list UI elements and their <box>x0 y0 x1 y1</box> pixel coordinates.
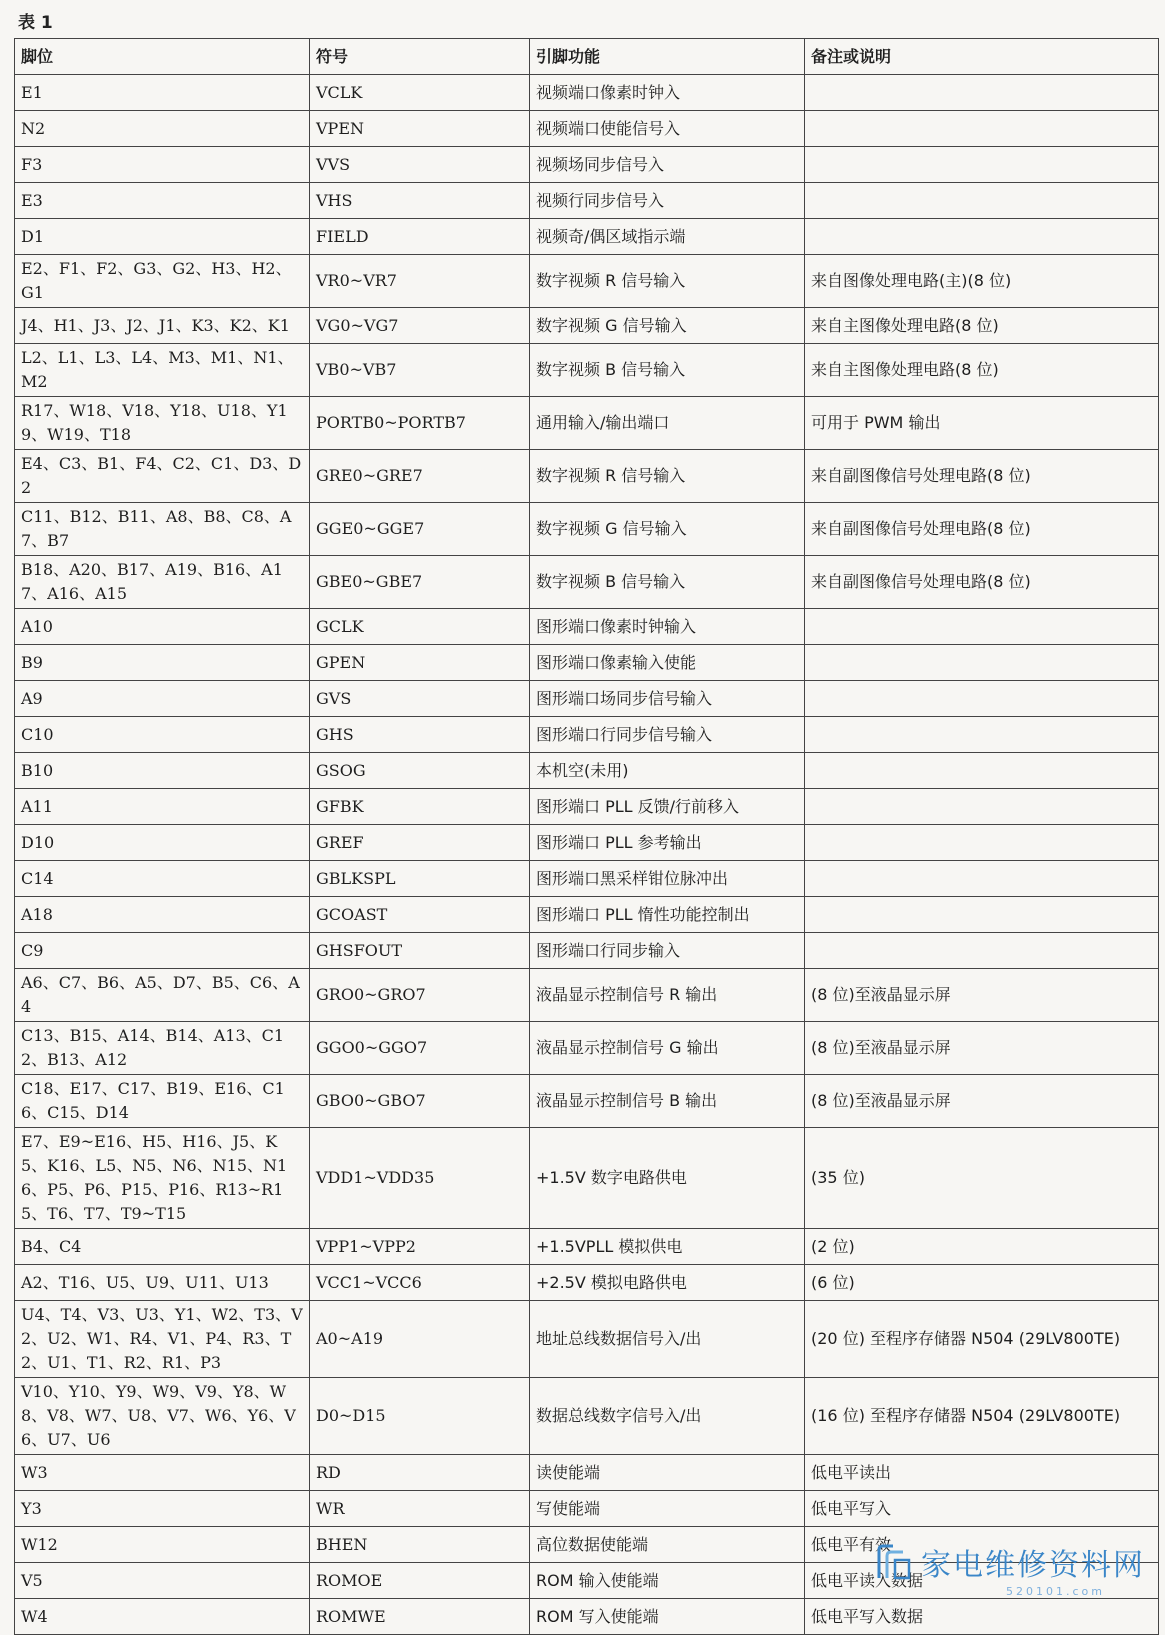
cell-note: (8 位)至液晶显示屏 <box>805 1022 1159 1075</box>
cell-symbol: VCLK <box>310 75 530 111</box>
cell-pin: R17、W18、V18、Y18、U18、Y19、W19、T18 <box>15 397 310 450</box>
table-body <box>15 75 1159 1635</box>
table-row <box>15 789 1159 825</box>
cell-note: 低电平有效 <box>805 1527 1159 1563</box>
cell-symbol: VHS <box>310 183 530 219</box>
cell-note <box>805 681 1159 717</box>
cell-note: (35 位) <box>805 1128 1159 1229</box>
cell-function: 数字视频 B 信号输入 <box>530 344 805 397</box>
cell-function: 数字视频 G 信号输入 <box>530 308 805 344</box>
table-row <box>15 183 1159 219</box>
cell-note: 来自副图像信号处理电路(8 位) <box>805 503 1159 556</box>
table-row <box>15 1022 1159 1075</box>
cell-symbol: GPEN <box>310 645 530 681</box>
cell-symbol: D0~D15 <box>310 1378 530 1455</box>
cell-pin: C14 <box>15 861 310 897</box>
cell-function: 写使能端 <box>530 1491 805 1527</box>
cell-note: 可用于 PWM 输出 <box>805 397 1159 450</box>
cell-note <box>805 933 1159 969</box>
cell-pin: V10、Y10、Y9、W9、V9、Y8、W8、V8、W7、U8、V7、W6、Y6、V6、U7、U6 <box>15 1378 310 1455</box>
cell-symbol: GHSFOUT <box>310 933 530 969</box>
logo-url: 520101.com <box>1006 1585 1105 1598</box>
cell-symbol: GRO0~GRO7 <box>310 969 530 1022</box>
cell-symbol: VVS <box>310 147 530 183</box>
cell-pin: C11、B12、B11、A8、B8、C8、A7、B7 <box>15 503 310 556</box>
table-row <box>15 1075 1159 1128</box>
table-row <box>15 1455 1159 1491</box>
cell-symbol: GSOG <box>310 753 530 789</box>
cell-function: 图形端口 PLL 惰性功能控制出 <box>530 897 805 933</box>
cell-function: 读使能端 <box>530 1455 805 1491</box>
cell-pin: B9 <box>15 645 310 681</box>
cell-pin: A6、C7、B6、A5、D7、B5、C6、A4 <box>15 969 310 1022</box>
cell-function: 数字视频 R 信号输入 <box>530 255 805 308</box>
cell-function: 液晶显示控制信号 R 输出 <box>530 969 805 1022</box>
cell-pin: B10 <box>15 753 310 789</box>
cell-function: 视频奇/偶区域指示端 <box>530 219 805 255</box>
cell-function: 本机空(未用) <box>530 753 805 789</box>
cell-function: 视频场同步信号入 <box>530 147 805 183</box>
cell-function: 图形端口黑采样钳位脉冲出 <box>530 861 805 897</box>
cell-note <box>805 825 1159 861</box>
cell-pin: D10 <box>15 825 310 861</box>
table-row <box>15 1599 1159 1635</box>
table-row <box>15 1229 1159 1265</box>
cell-symbol: GBLKSPL <box>310 861 530 897</box>
header-function: 引脚功能 <box>530 39 805 75</box>
cell-pin: A2、T16、U5、U9、U11、U13 <box>15 1265 310 1301</box>
table-row <box>15 111 1159 147</box>
table-row <box>15 556 1159 609</box>
cell-symbol: GBO0~GBO7 <box>310 1075 530 1128</box>
cell-symbol: WR <box>310 1491 530 1527</box>
cell-note: 低电平写入 <box>805 1491 1159 1527</box>
cell-symbol: PORTB0~PORTB7 <box>310 397 530 450</box>
cell-pin: W4 <box>15 1599 310 1635</box>
table-row <box>15 861 1159 897</box>
cell-function: 图形端口 PLL 反馈/行前移入 <box>530 789 805 825</box>
cell-note <box>805 717 1159 753</box>
site-logo <box>873 1540 1145 1598</box>
cell-pin: A11 <box>15 789 310 825</box>
logo-text: 家电维修资料网 <box>921 1548 1145 1583</box>
table-row <box>15 1265 1159 1301</box>
table-row <box>15 397 1159 450</box>
cell-symbol: VR0~VR7 <box>310 255 530 308</box>
cell-symbol: GCLK <box>310 609 530 645</box>
cell-function: 高位数据使能端 <box>530 1527 805 1563</box>
cell-pin: L2、L1、L3、L4、M3、M1、N1、M2 <box>15 344 310 397</box>
cell-symbol: VG0~VG7 <box>310 308 530 344</box>
cell-function: 视频端口使能信号入 <box>530 111 805 147</box>
cell-symbol: GGE0~GGE7 <box>310 503 530 556</box>
table-row <box>15 717 1159 753</box>
cell-function: 数字视频 G 信号输入 <box>530 503 805 556</box>
cell-note <box>805 609 1159 645</box>
cell-pin: N2 <box>15 111 310 147</box>
cell-note <box>805 75 1159 111</box>
cell-pin: E4、C3、B1、F4、C2、C1、D3、D2 <box>15 450 310 503</box>
cell-pin: U4、T4、V3、U3、Y1、W2、T3、V2、U2、W1、R4、V1、P4、R3、T2、U1、T1、R2、R1、P3 <box>15 1301 310 1378</box>
table-row <box>15 609 1159 645</box>
cell-pin: C9 <box>15 933 310 969</box>
cell-pin: A10 <box>15 609 310 645</box>
cell-pin: B18、A20、B17、A19、B16、A17、A16、A15 <box>15 556 310 609</box>
cell-function: 数据总线数字信号入/出 <box>530 1378 805 1455</box>
table-row <box>15 897 1159 933</box>
cell-function: 液晶显示控制信号 B 输出 <box>530 1075 805 1128</box>
cell-function: 图形端口像素时钟输入 <box>530 609 805 645</box>
cell-symbol: ROMOE <box>310 1563 530 1599</box>
cell-symbol: A0~A19 <box>310 1301 530 1378</box>
cell-note <box>805 861 1159 897</box>
table-row <box>15 933 1159 969</box>
cell-note: 低电平读出 <box>805 1455 1159 1491</box>
cell-function: 视频行同步信号入 <box>530 183 805 219</box>
table-row <box>15 344 1159 397</box>
cell-note: (8 位)至液晶显示屏 <box>805 969 1159 1022</box>
cell-symbol: GBE0~GBE7 <box>310 556 530 609</box>
table-row <box>15 219 1159 255</box>
cell-pin: E2、F1、F2、G3、G2、H3、H2、G1 <box>15 255 310 308</box>
cell-function: 图形端口像素输入使能 <box>530 645 805 681</box>
cell-note: 来自副图像信号处理电路(8 位) <box>805 450 1159 503</box>
cell-pin: A9 <box>15 681 310 717</box>
cell-symbol: FIELD <box>310 219 530 255</box>
table-row <box>15 969 1159 1022</box>
cell-note <box>805 897 1159 933</box>
cell-symbol: GCOAST <box>310 897 530 933</box>
cell-symbol: GFBK <box>310 789 530 825</box>
table-row <box>15 645 1159 681</box>
cell-note <box>805 789 1159 825</box>
cell-note: 来自主图像处理电路(8 位) <box>805 308 1159 344</box>
cell-symbol: ROMWE <box>310 1599 530 1635</box>
logo-mark-icon <box>873 1542 915 1582</box>
cell-pin: W12 <box>15 1527 310 1563</box>
cell-symbol: GRE0~GRE7 <box>310 450 530 503</box>
cell-symbol: GVS <box>310 681 530 717</box>
table-row <box>15 753 1159 789</box>
cell-pin: E3 <box>15 183 310 219</box>
table-row <box>15 1491 1159 1527</box>
cell-note: (20 位) 至程序存储器 N504 (29LV800TE) <box>805 1301 1159 1378</box>
cell-function: 数字视频 R 信号输入 <box>530 450 805 503</box>
cell-function: 液晶显示控制信号 G 输出 <box>530 1022 805 1075</box>
cell-pin: A18 <box>15 897 310 933</box>
cell-symbol: VCC1~VCC6 <box>310 1265 530 1301</box>
cell-note <box>805 219 1159 255</box>
cell-note <box>805 147 1159 183</box>
cell-note: 低电平读入数据 <box>805 1563 1159 1599</box>
table-row <box>15 255 1159 308</box>
cell-function: 地址总线数据信号入/出 <box>530 1301 805 1378</box>
table-row <box>15 1378 1159 1455</box>
cell-symbol: VDD1~VDD35 <box>310 1128 530 1229</box>
cell-function: 通用输入/输出端口 <box>530 397 805 450</box>
cell-note: 来自副图像信号处理电路(8 位) <box>805 556 1159 609</box>
cell-symbol: RD <box>310 1455 530 1491</box>
cell-pin: J4、H1、J3、J2、J1、K3、K2、K1 <box>15 308 310 344</box>
cell-note: 来自主图像处理电路(8 位) <box>805 344 1159 397</box>
table-header-row <box>15 39 1159 75</box>
cell-note <box>805 753 1159 789</box>
cell-note: 来自图像处理电路(主)(8 位) <box>805 255 1159 308</box>
table-row <box>15 1301 1159 1378</box>
cell-pin: E7、E9~E16、H5、H16、J5、K5、K16、L5、N5、N6、N15、N16、P5、P6、P15、P16、R13~R15、T6、T7、T9~T15 <box>15 1128 310 1229</box>
cell-function: 图形端口 PLL 参考输出 <box>530 825 805 861</box>
table-row <box>15 75 1159 111</box>
cell-pin: Y3 <box>15 1491 310 1527</box>
table-row <box>15 1128 1159 1229</box>
cell-function: 视频端口像素时钟入 <box>530 75 805 111</box>
cell-pin: C13、B15、A14、B14、A13、C12、B13、A12 <box>15 1022 310 1075</box>
cell-note <box>805 111 1159 147</box>
cell-symbol: GREF <box>310 825 530 861</box>
cell-pin: E1 <box>15 75 310 111</box>
cell-function: +1.5VPLL 模拟供电 <box>530 1229 805 1265</box>
cell-pin: D1 <box>15 219 310 255</box>
cell-pin: W3 <box>15 1455 310 1491</box>
pin-function-table <box>14 38 1159 1635</box>
cell-function: +1.5V 数字电路供电 <box>530 1128 805 1229</box>
cell-symbol: VB0~VB7 <box>310 344 530 397</box>
cell-note: (6 位) <box>805 1265 1159 1301</box>
cell-function: 图形端口场同步信号输入 <box>530 681 805 717</box>
table-caption: 表 1 <box>18 13 53 33</box>
table-row <box>15 147 1159 183</box>
cell-function: ROM 写入使能端 <box>530 1599 805 1635</box>
header-symbol: 符号 <box>310 39 530 75</box>
cell-pin: V5 <box>15 1563 310 1599</box>
header-pin: 脚位 <box>15 39 310 75</box>
cell-note: (8 位)至液晶显示屏 <box>805 1075 1159 1128</box>
table-row <box>15 825 1159 861</box>
table-row <box>15 450 1159 503</box>
cell-function: 图形端口行同步输入 <box>530 933 805 969</box>
cell-pin: C10 <box>15 717 310 753</box>
cell-symbol: VPP1~VPP2 <box>310 1229 530 1265</box>
cell-note <box>805 645 1159 681</box>
table-row <box>15 681 1159 717</box>
cell-pin: C18、E17、C17、B19、E16、C16、C15、D14 <box>15 1075 310 1128</box>
cell-function: 数字视频 B 信号输入 <box>530 556 805 609</box>
cell-function: 图形端口行同步信号输入 <box>530 717 805 753</box>
cell-symbol: GGO0~GGO7 <box>310 1022 530 1075</box>
cell-symbol: GHS <box>310 717 530 753</box>
cell-note <box>805 183 1159 219</box>
cell-note: (2 位) <box>805 1229 1159 1265</box>
cell-symbol: BHEN <box>310 1527 530 1563</box>
cell-function: +2.5V 模拟电路供电 <box>530 1265 805 1301</box>
table-row <box>15 503 1159 556</box>
cell-symbol: VPEN <box>310 111 530 147</box>
cell-function: ROM 输入使能端 <box>530 1563 805 1599</box>
cell-note: (16 位) 至程序存储器 N504 (29LV800TE) <box>805 1378 1159 1455</box>
cell-pin: F3 <box>15 147 310 183</box>
header-note: 备注或说明 <box>805 39 1159 75</box>
table-row <box>15 308 1159 344</box>
cell-note: 低电平写入数据 <box>805 1599 1159 1635</box>
cell-pin: B4、C4 <box>15 1229 310 1265</box>
